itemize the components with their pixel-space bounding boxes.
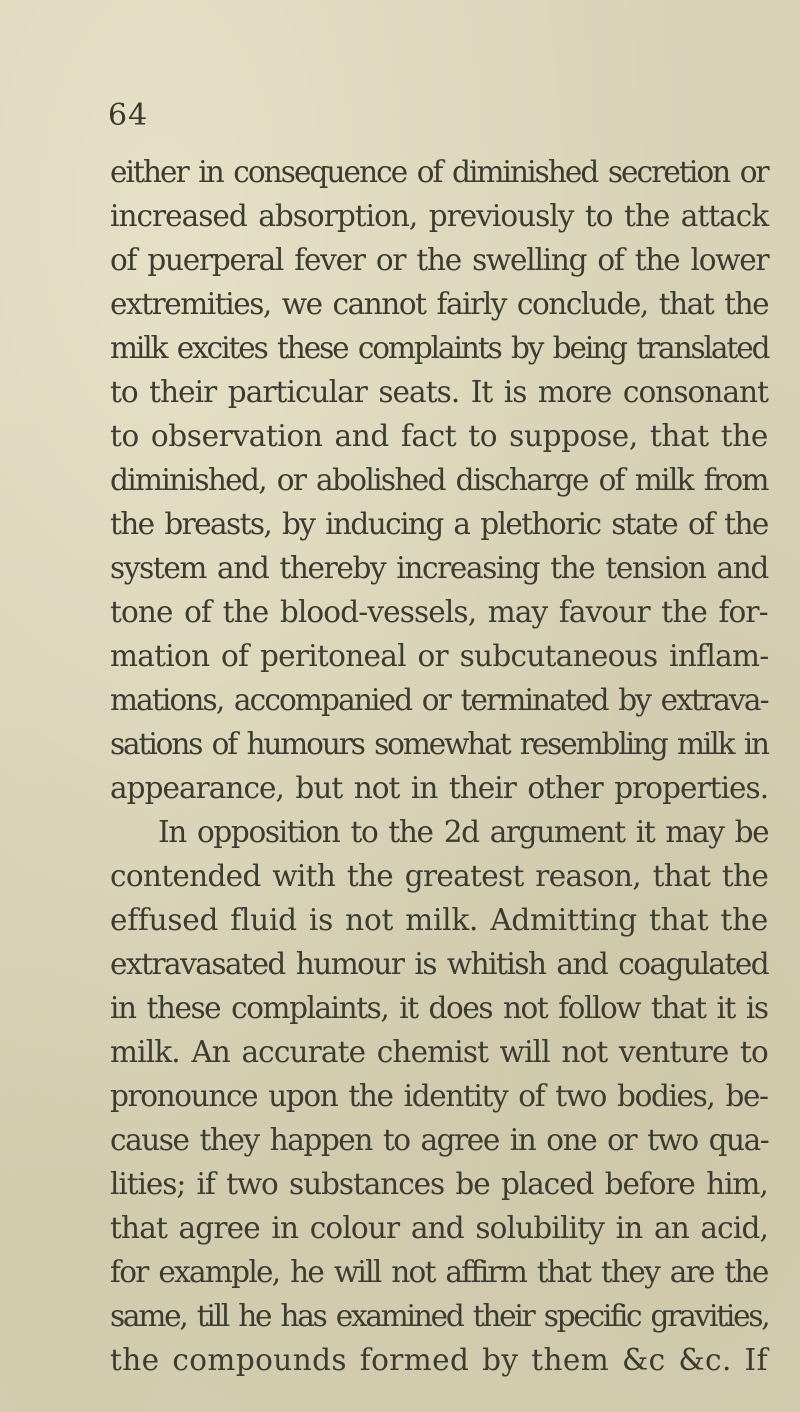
text-line: lities; if two substances be placed before him, [110, 1167, 768, 1201]
text-line: contended with the greatest reason, that the [110, 859, 769, 893]
text-line: in these complaints, it does not follow that it is [110, 991, 768, 1025]
text-line: same, till he has examined their specific gravities, [110, 1299, 769, 1333]
text-line: for example, he will not affirm that they are the [110, 1255, 768, 1289]
text-line: the compounds formed by them &c &c. If [110, 1343, 768, 1377]
text-line: sations of humours somewhat resembling milk in [110, 727, 768, 761]
text-line: of puerperal fever or the swelling of the lower [110, 243, 769, 277]
text-line: mation of peritoneal or subcutaneous inflam- [110, 639, 769, 673]
text-line: that agree in colour and solubility in an acid, [110, 1211, 769, 1245]
text-line: In opposition to the 2d argument it may be [158, 815, 769, 849]
page-number: 64 [108, 98, 149, 133]
text-line: to their particular seats. It is more consonant [110, 375, 769, 409]
text-line: extravasated humour is whitish and coagulated [110, 947, 769, 981]
text-line: to observation and fact to suppose, that the [110, 419, 768, 453]
text-line: increased absorption, previously to the attack [110, 199, 769, 233]
text-line: tone of the blood-vessels, may favour the for- [110, 595, 768, 629]
text-line: diminished, or abolished discharge of milk from [110, 463, 768, 497]
text-line: mations, accompanied or terminated by extrava- [110, 683, 768, 717]
text-line: the breasts, by inducing a plethoric state of the [110, 507, 768, 541]
text-line: pronounce upon the identity of two bodies, be- [110, 1079, 768, 1113]
text-line: milk excites these complaints by being translated [110, 331, 769, 365]
text-line: extremities, we cannot fairly conclude, that the [110, 287, 769, 321]
text-line: either in consequence of diminished secretion or [110, 155, 768, 189]
text-line: effused fluid is not milk. Admitting that the [110, 903, 769, 937]
text-line: system and thereby increasing the tension and [110, 551, 768, 585]
text-line: milk. An accurate chemist will not venture to [110, 1035, 768, 1069]
text-line: appearance, but not in their other properties. [110, 771, 769, 805]
text-line: cause they happen to agree in one or two qua- [110, 1123, 769, 1157]
